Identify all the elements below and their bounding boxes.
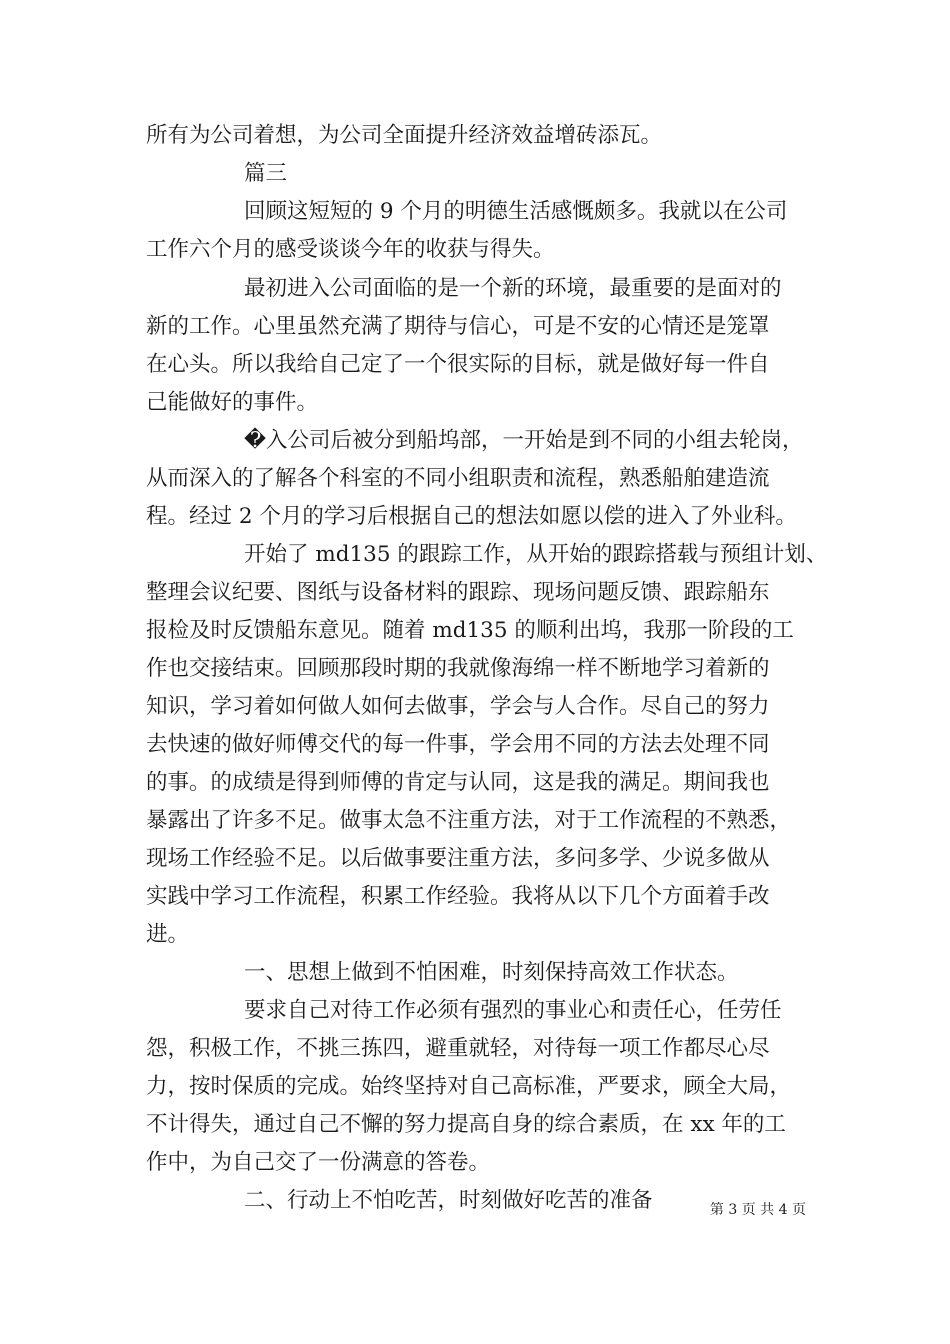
text-line: 开始了 md135 的跟踪工作，从开始的跟踪搭载与预组计划、 xyxy=(244,542,828,567)
text-line: 最初进入公司面临的是一个新的环境，最重要的是面对的 xyxy=(244,276,782,301)
text-line: 知识，学习着如何做人如何去做事，学会与人合作。尽自己的努力 xyxy=(146,694,770,719)
text-line: 在心头。所以我给自己定了一个很实际的目标，就是做好每一件自 xyxy=(146,352,770,377)
text-line: 回顾这短短的 9 个月的明德生活感慨颇多。我就以在公司 xyxy=(244,199,788,224)
text-line: 不计得失，通过自己不懈的努力提高自身的综合素质，在 xx 年的工 xyxy=(146,1112,786,1137)
text-line: 程。经过 2 个月的学习后根据自己的想法如愿以偿的进入了外业科。 xyxy=(146,504,797,529)
text-line: 作中，为自己交了一份满意的答卷。 xyxy=(146,1150,491,1175)
text-line: 现场工作经验不足。以后做事要注重方法，多问多学、少说多做从 xyxy=(146,846,770,871)
text-line: 去快速的做好师傅交代的每一件事，学会用不同的方法去处理不同 xyxy=(146,732,770,757)
text-line: 工作六个月的感受谈谈今年的收获与得失。 xyxy=(146,237,555,262)
text-line: 报检及时反馈船东意见。随着 md135 的顺利出坞，我那一阶段的工 xyxy=(146,618,794,643)
list-heading: 二、行动上不怕吃苦，时刻做好吃苦的准备 xyxy=(244,1188,653,1213)
text-line: 从而深入的了解各个科室的不同小组职责和流程，熟悉船舶建造流 xyxy=(146,466,770,491)
text-line: 要求自己对待工作必须有强烈的事业心和责任心，任劳任 xyxy=(244,998,782,1023)
list-heading: 一、思想上做到不怕困难，时刻保持高效工作状态。 xyxy=(244,960,739,985)
text-line: 新的工作。心里虽然充满了期待与信心，可是不安的心情还是笼罩 xyxy=(146,314,770,339)
text-line: 进。 xyxy=(146,922,190,947)
text-line: 作也交接结束。回顾那段时期的我就像海绵一样不断地学习着新的 xyxy=(146,656,770,681)
text-line: 己能做好的事件。 xyxy=(146,390,319,415)
text-line: 怨，积极工作，不挑三拣四，避重就轻，对待每一项工作都尽心尽 xyxy=(146,1036,770,1061)
text-line: 整理会议纪要、图纸与设备材料的跟踪、现场问题反馈、跟踪船东 xyxy=(146,580,770,605)
text-line: 实践中学习工作流程，积累工作经验。我将从以下几个方面着手改 xyxy=(146,884,770,909)
text-line: 所有为公司着想，为公司全面提升经济效益增砖添瓦。 xyxy=(146,123,663,148)
text-line: 的事。的成绩是得到师傅的肯定与认同，这是我的满足。期间我也 xyxy=(146,770,770,795)
text-line: �入公司后被分到船坞部，一开始是到不同的小组去轮岗， xyxy=(244,428,804,453)
page-number: 第 3 页 共 4 页 xyxy=(709,1202,806,1218)
section-heading: 篇三 xyxy=(244,161,288,186)
text-line: 暴露出了许多不足。做事太急不注重方法，对于工作流程的不熟悉， xyxy=(146,808,792,833)
text-line: 力，按时保质的完成。始终坚持对自己高标准，严要求，顾全大局， xyxy=(146,1074,792,1099)
